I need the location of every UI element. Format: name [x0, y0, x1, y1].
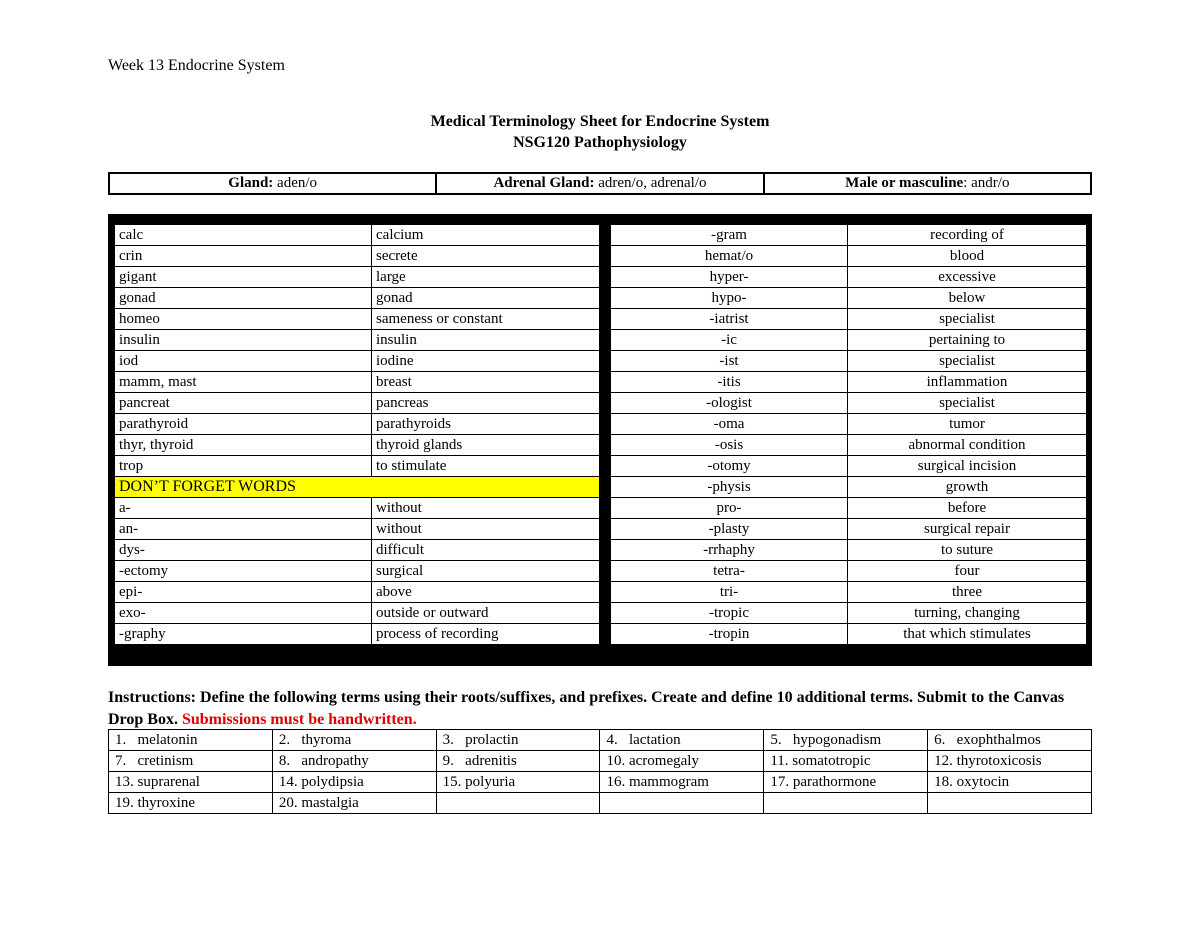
right-term: -tropic: [611, 603, 848, 624]
vocab-row: [115, 351, 1087, 372]
root-cell-adrenal: [436, 173, 763, 194]
root-value: adren/o, adrenal/o: [594, 175, 707, 191]
left-term: -graphy: [115, 624, 372, 645]
right-term: -plasty: [611, 519, 848, 540]
right-meaning: growth: [848, 477, 1087, 498]
term-cell: 11. somatotropic: [764, 751, 928, 772]
right-term: hyper-: [611, 267, 848, 288]
vocab-row: [115, 582, 1087, 603]
right-meaning: pertaining to: [848, 330, 1087, 351]
vocab-row: [115, 393, 1087, 414]
column-divider: [600, 414, 611, 435]
left-term: parathyroid: [115, 414, 372, 435]
right-meaning: turning, changing: [848, 603, 1087, 624]
column-divider: [600, 351, 611, 372]
right-meaning: before: [848, 498, 1087, 519]
left-meaning: insulin: [372, 330, 600, 351]
right-term: -physis: [611, 477, 848, 498]
left-meaning: sameness or constant: [372, 309, 600, 330]
column-divider: [600, 435, 611, 456]
left-meaning: outside or outward: [372, 603, 600, 624]
column-divider: [600, 624, 611, 645]
vocab-row: [115, 561, 1087, 582]
vocab-row: [115, 225, 1087, 246]
right-term: -iatrist: [611, 309, 848, 330]
column-divider: [600, 393, 611, 414]
vocab-row: [115, 498, 1087, 519]
right-meaning: below: [848, 288, 1087, 309]
left-term: trop: [115, 456, 372, 477]
right-term: -tropin: [611, 624, 848, 645]
title-line-1: Medical Terminology Sheet for Endocrine System: [430, 113, 770, 130]
column-divider: [600, 309, 611, 330]
title-line-2: NSG120 Pathophysiology: [513, 134, 687, 151]
column-divider: [600, 288, 611, 309]
vocab-row: [115, 330, 1087, 351]
instructions: [108, 687, 1098, 731]
right-term: -rrhaphy: [611, 540, 848, 561]
left-meaning: without: [372, 498, 600, 519]
left-meaning: to stimulate: [372, 456, 600, 477]
right-term: pro-: [611, 498, 848, 519]
left-term: crin: [115, 246, 372, 267]
left-meaning: above: [372, 582, 600, 603]
root-cell-gland: [109, 173, 436, 194]
right-meaning: inflammation: [848, 372, 1087, 393]
vocab-row: [115, 435, 1087, 456]
roots-table: [108, 172, 1092, 195]
column-divider: [600, 372, 611, 393]
vocab-row: [115, 372, 1087, 393]
right-term: -oma: [611, 414, 848, 435]
left-meaning: without: [372, 519, 600, 540]
root-value: aden/o: [273, 175, 318, 191]
left-term: dys-: [115, 540, 372, 561]
left-term: exo-: [115, 603, 372, 624]
vocab-table-frame: [108, 214, 1092, 666]
left-meaning: pancreas: [372, 393, 600, 414]
right-meaning: specialist: [848, 393, 1087, 414]
term-cell: 13. suprarenal: [109, 772, 273, 793]
left-meaning: thyroid glands: [372, 435, 600, 456]
left-term: gonad: [115, 288, 372, 309]
column-divider: [600, 246, 611, 267]
term-cell: 16. mammogram: [600, 772, 764, 793]
document-title: [0, 111, 1200, 153]
column-divider: [600, 519, 611, 540]
vocab-row: [115, 603, 1087, 624]
left-meaning: difficult: [372, 540, 600, 561]
vocab-row: [115, 477, 1087, 498]
term-cell: 17. parathormone: [764, 772, 928, 793]
root-value: : andr/o: [963, 175, 1010, 191]
right-meaning: specialist: [848, 309, 1087, 330]
term-cell: 9. adrenitis: [436, 751, 600, 772]
term-cell: 8. andropathy: [272, 751, 436, 772]
right-term: hypo-: [611, 288, 848, 309]
right-meaning: specialist: [848, 351, 1087, 372]
right-meaning: excessive: [848, 267, 1087, 288]
right-term: -ist: [611, 351, 848, 372]
right-meaning: recording of: [848, 225, 1087, 246]
term-cell: 19. thyroxine: [109, 793, 273, 814]
column-divider: [600, 498, 611, 519]
right-term: -osis: [611, 435, 848, 456]
right-meaning: surgical incision: [848, 456, 1087, 477]
vocab-row: [115, 288, 1087, 309]
left-term: -ectomy: [115, 561, 372, 582]
dont-forget-heading: DON’T FORGET WORDS: [115, 477, 600, 498]
vocab-row: [115, 540, 1087, 561]
vocab-row: [115, 267, 1087, 288]
vocab-row: [115, 519, 1087, 540]
term-cell: [928, 793, 1092, 814]
left-term: epi-: [115, 582, 372, 603]
term-cell: 14. polydipsia: [272, 772, 436, 793]
term-cell: [436, 793, 600, 814]
term-cell: [600, 793, 764, 814]
right-term: -otomy: [611, 456, 848, 477]
left-term: homeo: [115, 309, 372, 330]
term-cell: 6. exophthalmos: [928, 730, 1092, 751]
term-cell: 7. cretinism: [109, 751, 273, 772]
terms-row: [109, 730, 1092, 751]
column-divider: [600, 267, 611, 288]
left-meaning: large: [372, 267, 600, 288]
term-cell: 2. thyroma: [272, 730, 436, 751]
term-cell: 10. acromegaly: [600, 751, 764, 772]
left-meaning: process of recording: [372, 624, 600, 645]
right-meaning: blood: [848, 246, 1087, 267]
vocab-row: [115, 246, 1087, 267]
root-label: Male or masculine: [845, 175, 964, 191]
page-header: Week 13 Endocrine System: [108, 57, 285, 74]
instructions-text: Instructions: Define the following terms using their roots/suffixes, and prefixes. Create and define 10 additional terms. Submit to the Canvas Drop Box.: [108, 689, 1065, 728]
root-cell-male: [764, 173, 1091, 194]
right-term: -ic: [611, 330, 848, 351]
right-meaning: four: [848, 561, 1087, 582]
left-meaning: parathyroids: [372, 414, 600, 435]
left-term: an-: [115, 519, 372, 540]
column-divider: [600, 603, 611, 624]
column-divider: [600, 225, 611, 246]
right-term: tetra-: [611, 561, 848, 582]
term-cell: 4. lactation: [600, 730, 764, 751]
vocab-row: [115, 624, 1087, 645]
term-cell: 20. mastalgia: [272, 793, 436, 814]
right-term: -itis: [611, 372, 848, 393]
column-divider: [600, 330, 611, 351]
left-term: a-: [115, 498, 372, 519]
left-meaning: breast: [372, 372, 600, 393]
terms-row: [109, 793, 1092, 814]
right-meaning: surgical repair: [848, 519, 1087, 540]
left-term: calc: [115, 225, 372, 246]
column-divider: [600, 582, 611, 603]
left-term: thyr, thyroid: [115, 435, 372, 456]
root-label: Adrenal Gland:: [493, 175, 595, 191]
column-divider: [600, 477, 611, 498]
root-label: Gland:: [228, 175, 274, 191]
right-term: tri-: [611, 582, 848, 603]
terms-row: [109, 751, 1092, 772]
term-cell: 3. prolactin: [436, 730, 600, 751]
column-divider: [600, 540, 611, 561]
vocab-table: [114, 224, 1087, 645]
right-term: -gram: [611, 225, 848, 246]
right-meaning: abnormal condition: [848, 435, 1087, 456]
left-term: mamm, mast: [115, 372, 372, 393]
right-meaning: to suture: [848, 540, 1087, 561]
right-term: -ologist: [611, 393, 848, 414]
vocab-row: [115, 414, 1087, 435]
left-meaning: gonad: [372, 288, 600, 309]
term-cell: 18. oxytocin: [928, 772, 1092, 793]
term-cell: 15. polyuria: [436, 772, 600, 793]
left-meaning: calcium: [372, 225, 600, 246]
right-meaning: that which stimulates: [848, 624, 1087, 645]
right-term: hemat/o: [611, 246, 848, 267]
left-term: iod: [115, 351, 372, 372]
left-meaning: secrete: [372, 246, 600, 267]
column-divider: [600, 456, 611, 477]
left-term: gigant: [115, 267, 372, 288]
term-cell: 1. melatonin: [109, 730, 273, 751]
left-term: insulin: [115, 330, 372, 351]
column-divider: [600, 561, 611, 582]
terms-table: [108, 729, 1092, 814]
term-cell: 12. thyrotoxicosis: [928, 751, 1092, 772]
vocab-row: [115, 456, 1087, 477]
left-term: pancreat: [115, 393, 372, 414]
instructions-red-text: Submissions must be handwritten.: [181, 711, 417, 728]
left-meaning: surgical: [372, 561, 600, 582]
right-meaning: tumor: [848, 414, 1087, 435]
right-meaning: three: [848, 582, 1087, 603]
term-cell: 5. hypogonadism: [764, 730, 928, 751]
term-cell: [764, 793, 928, 814]
left-meaning: iodine: [372, 351, 600, 372]
terms-row: [109, 772, 1092, 793]
vocab-row: [115, 309, 1087, 330]
